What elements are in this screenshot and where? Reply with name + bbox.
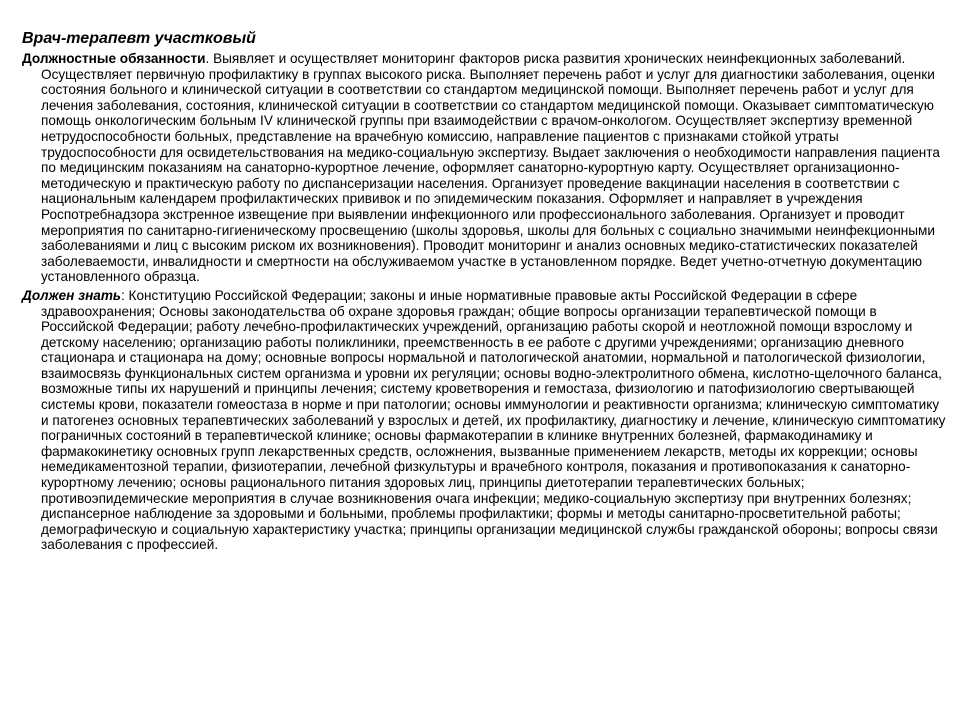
duties-text: . Выявляет и осуществляет мониторинг факторов риска развития хронических неинфекционных заболеваний. Осуществляет первичную профилактику в группах высокого риска. Выполняет перечень работ и услуг для диагностики заболевания, оценки состояния больного и клинической ситуации в соответствии со стандартом медицинской помощи. Выполняет перечень работ и услуг для лечения заболевания, состояния, клинической ситуации в соответствии со стандартом медицинской помощи. Оказывает симптоматическую помощь онкологическим больным IV клинической группы при взаимодействии с врачом-онкологом. Осуществляет экспертизу временной нетрудоспособности больных, представление на врачебную комиссию, направление пациентов с признаками стойкой утраты трудоспособности для освидетельствования на медико-социальную экспертизу. Выдает заключения о необходимости направления пациента по медицинским показаниям на санаторно-курортное лечение, оформляет санаторно-курортную карту. Осуществляет организационно-методическую и практическую работу по диспансеризации населения. Организует проведение вакцинации населения в соответствии с национальным календарем профилактических прививок и по эпидемическим показания. Оформляет и направляет в учреждения Роспотребнадзора экстренное извещение при выявлении инфекционного или профессионального заболевания. Организует и проводит мероприятия по санитарно-гигиеническому просвещению (школы здоровья, школы для больных с социально значимыми неинфекционными заболеваниями и лиц с высоким риском их возникновения). Проводит мониторинг и анализ основных медико-статистических показателей заболеваемости, инвалидности и смертности на обслуживаемом участке в установленном порядке. Ведет учетно-отчетную документацию установленного образца. [41, 51, 940, 285]
page-title: Врач-терапевт участковый [22, 30, 256, 47]
duties-label: Должностные обязанности [22, 51, 206, 66]
duties-paragraph [22, 51, 947, 285]
knowledge-paragraph [22, 288, 947, 553]
document-slide [22, 30, 947, 556]
knowledge-text: : Конституцию Российской Федерации; законы и иные нормативные правовые акты Российской Федерации в сфере здравоохранения; Основы законодательства об охране здоровья граждан; общие вопросы организации терапевтической помощи в Российской Федерации; работу лечебно-профилактических учреждений, организацию работы скорой и неотложной помощи взрослому и детскому населению; организацию работы поликлиники, преемственность в ее работе с другими учреждениями; организацию дневного стационара и стационара на дому; основные вопросы нормальной и патологической анатомии, нормальной и патологической физиологии, взаимосвязь функциональных систем организма и уровни их регуляции; основы водно-электролитного обмена, кислотно-щелочного баланса, возможные типы их нарушений и принципы лечения; систему кроветворения и гемостаза, физиологию и патофизиологию свертывающей системы крови, показатели гомеостаза в норме и при патологии; основы иммунологии и реактивности организма; клиническую симптоматику и патогенез основных терапевтических заболеваний у взрослых и детей, их профилактику, диагностику и лечение, клиническую симптоматику пограничных состояний в терапевтической клинике; основы фармакотерапии в клинике внутренних болезней, фармакодинамику и фармакокинетику основных групп лекарственных средств, осложнения, вызванные применением лекарств, методы их коррекции; основы немедикаментозной терапии, физиотерапии, лечебной физкультуры и врачебного контроля, показания и противопоказания к санаторно-курортному лечению; основы рационального питания здоровых лиц, принципы диетотерапии терапевтических больных; противоэпидемические мероприятия в случае возникновения очага инфекции; медико-социальную экспертизу при внутренних болезнях; диспансерное наблюдение за здоровыми и больными, проблемы профилактики; формы и методы санитарно-просветительной работы; демографическую и социальную характеристику участка; принципы организации медицинской службы гражданской обороны; вопросы связи заболевания с профессией. [41, 287, 946, 553]
knowledge-label: Должен знать [22, 287, 121, 303]
